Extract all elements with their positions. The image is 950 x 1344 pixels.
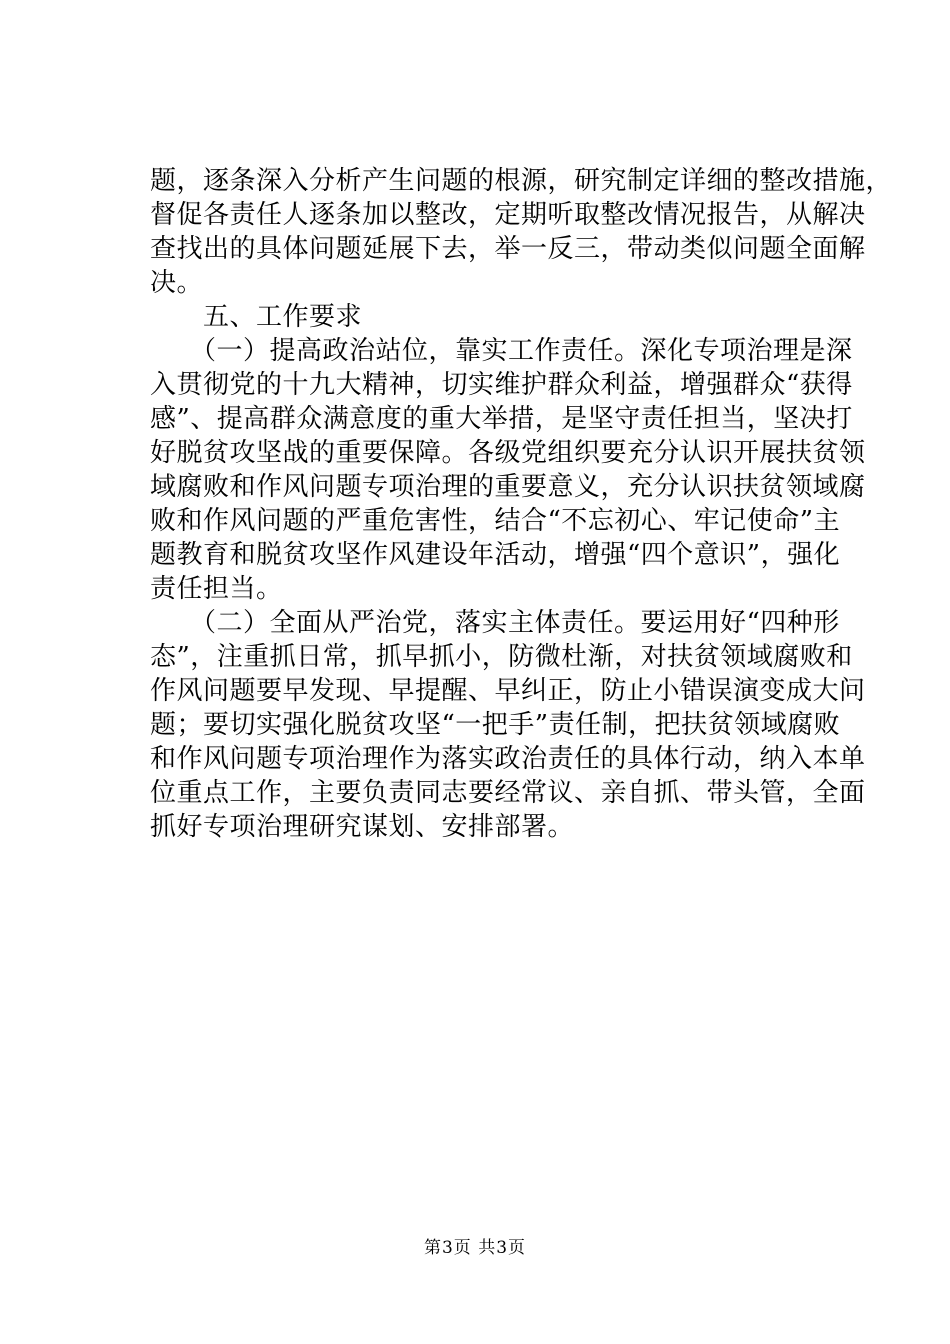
text-line: 感”、提高群众满意度的重大举措，是坚守责任担当，坚决打: [150, 404, 853, 434]
page-footer: 第3页 共3页: [423, 1238, 527, 1258]
text-line: 题；要切实强化脱贫攻坚“一把手”责任制，把扶贫领域腐败: [150, 710, 841, 740]
text-line: 决。: [150, 268, 204, 298]
section-heading: 五、工作要求: [150, 302, 363, 332]
text-line: 入贯彻党的十九大精神，切实维护群众利益，增强群众“获得: [150, 370, 853, 400]
text-line: （二）全面从严治党，落实主体责任。要运用好“四种形: [150, 608, 840, 638]
text-line: 责任担当。: [150, 574, 283, 604]
text-line: 查找出的具体问题延展下去，举一反三，带动类似问题全面解: [150, 234, 866, 264]
body-text: [150, 164, 893, 844]
text-line: 好脱贫攻坚战的重要保障。各级党组织要充分认识开展扶贫领: [150, 438, 866, 468]
text-line: 败和作风问题的严重危害性，结合“不忘初心、牢记使命”主: [150, 506, 841, 536]
text-line: 题，逐条深入分析产生问题的根源，研究制定详细的整改措施，: [150, 166, 893, 196]
text-line: 督促各责任人逐条加以整改，定期听取整改情况报告，从解决: [150, 200, 866, 230]
text-line: 作风问题要早发现、早提醒、早纠正，防止小错误演变成大问: [150, 676, 866, 706]
text-line: 和作风问题专项治理作为落实政治责任的具体行动，纳入本单: [150, 744, 866, 774]
text-line: （一）提高政治站位，靠实工作责任。深化专项治理是深: [150, 336, 853, 366]
text-line: 抓好专项治理研究谋划、安排部署。: [150, 812, 575, 842]
text-line: 域腐败和作风问题专项治理的重要意义，充分认识扶贫领域腐: [150, 472, 866, 502]
text-line: 位重点工作，主要负责同志要经常议、亲自抓、带头管，全面: [150, 778, 866, 808]
text-line: 态”，注重抓日常，抓早抓小，防微杜渐，对扶贫领域腐败和: [150, 642, 853, 672]
text-line: 题教育和脱贫攻坚作风建设年活动，增强“四个意识”，强化: [150, 540, 841, 570]
